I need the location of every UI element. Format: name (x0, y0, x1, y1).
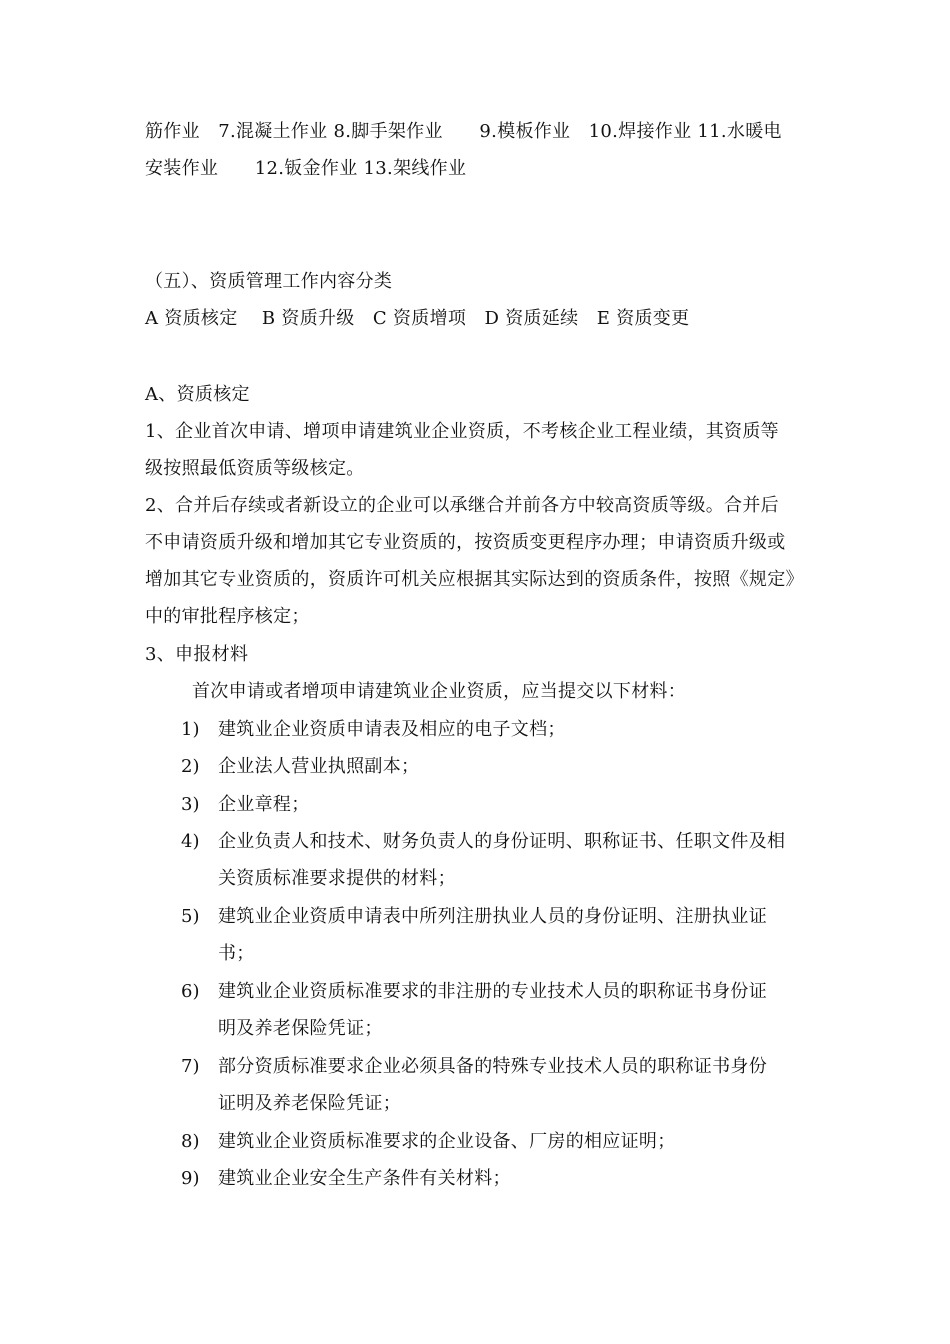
list-item-text-continued: 关资质标准要求提供的材料； (218, 868, 456, 889)
list-item-text: 建筑业企业资质标准要求的企业设备、厂房的相应证明； (218, 1131, 676, 1152)
list-item-text-continued: 书； (218, 943, 255, 964)
list-item-text: 企业章程； (218, 794, 310, 815)
paragraph-1-line-1: 1、企业首次申请、增项申请建筑业企业资质，不考核企业工程业绩，其资质等 (145, 421, 779, 442)
list-item-text-continued: 证明及养老保险凭证； (218, 1093, 401, 1114)
section-a-heading: A、资质核定 (145, 384, 250, 405)
paragraph-3-intro: 首次申请或者增项申请建筑业企业资质，应当提交以下材料： (192, 681, 687, 702)
list-item-text-continued: 明及养老保险凭证； (218, 1018, 383, 1039)
section-5-categories: A 资质核定 B 资质升级 C 资质增项 D 资质延续 E 资质变更 (145, 308, 690, 329)
list-item-number: 2) (181, 756, 200, 777)
list-item-number: 1) (181, 719, 200, 740)
list-item-number: 7) (181, 1056, 200, 1077)
paragraph-2-line-4: 中的审批程序核定； (145, 606, 310, 627)
paragraph-2-line-1: 2、合并后存续或者新设立的企业可以承继合并前各方中较高资质等级。合并后 (145, 495, 779, 516)
intro-line-2: 安装作业 12.钣金作业 13.架线作业 (145, 158, 467, 179)
list-item-number: 4) (181, 831, 200, 852)
list-item-number: 6) (181, 981, 200, 1002)
list-item-number: 9) (181, 1168, 200, 1189)
list-item-text: 建筑业企业资质申请表中所列注册执业人员的身份证明、注册执业证 (218, 906, 767, 927)
list-item-number: 8) (181, 1131, 200, 1152)
list-item-text: 企业法人营业执照副本； (218, 756, 420, 777)
section-5-heading: （五）、资质管理工作内容分类 (145, 271, 393, 292)
list-item-text: 建筑业企业资质标准要求的非注册的专业技术人员的职称证书身份证 (218, 981, 767, 1002)
paragraph-2-line-3: 增加其它专业资质的，资质许可机关应根据其实际达到的资质条件，按照《规定》 (145, 569, 804, 590)
list-item-number: 3) (181, 794, 200, 815)
list-item-number: 5) (181, 906, 200, 927)
list-item-text: 部分资质标准要求企业必须具备的特殊专业技术人员的职称证书身份 (218, 1056, 767, 1077)
list-item-text: 建筑业企业资质申请表及相应的电子文档； (218, 719, 566, 740)
list-item-text: 建筑业企业安全生产条件有关材料； (218, 1168, 511, 1189)
intro-line-1: 筋作业 7.混凝土作业 8.脚手架作业 9.模板作业 10.焊接作业 11.水暖电 (145, 121, 782, 142)
paragraph-3-heading: 3、申报材料 (145, 644, 249, 665)
list-item-text: 企业负责人和技术、财务负责人的身份证明、职称证书、任职文件及相 (218, 831, 786, 852)
paragraph-2-line-2: 不申请资质升级和增加其它专业资质的，按资质变更程序办理；申请资质升级或 (145, 532, 786, 553)
paragraph-1-line-2: 级按照最低资质等级核定。 (145, 458, 365, 479)
